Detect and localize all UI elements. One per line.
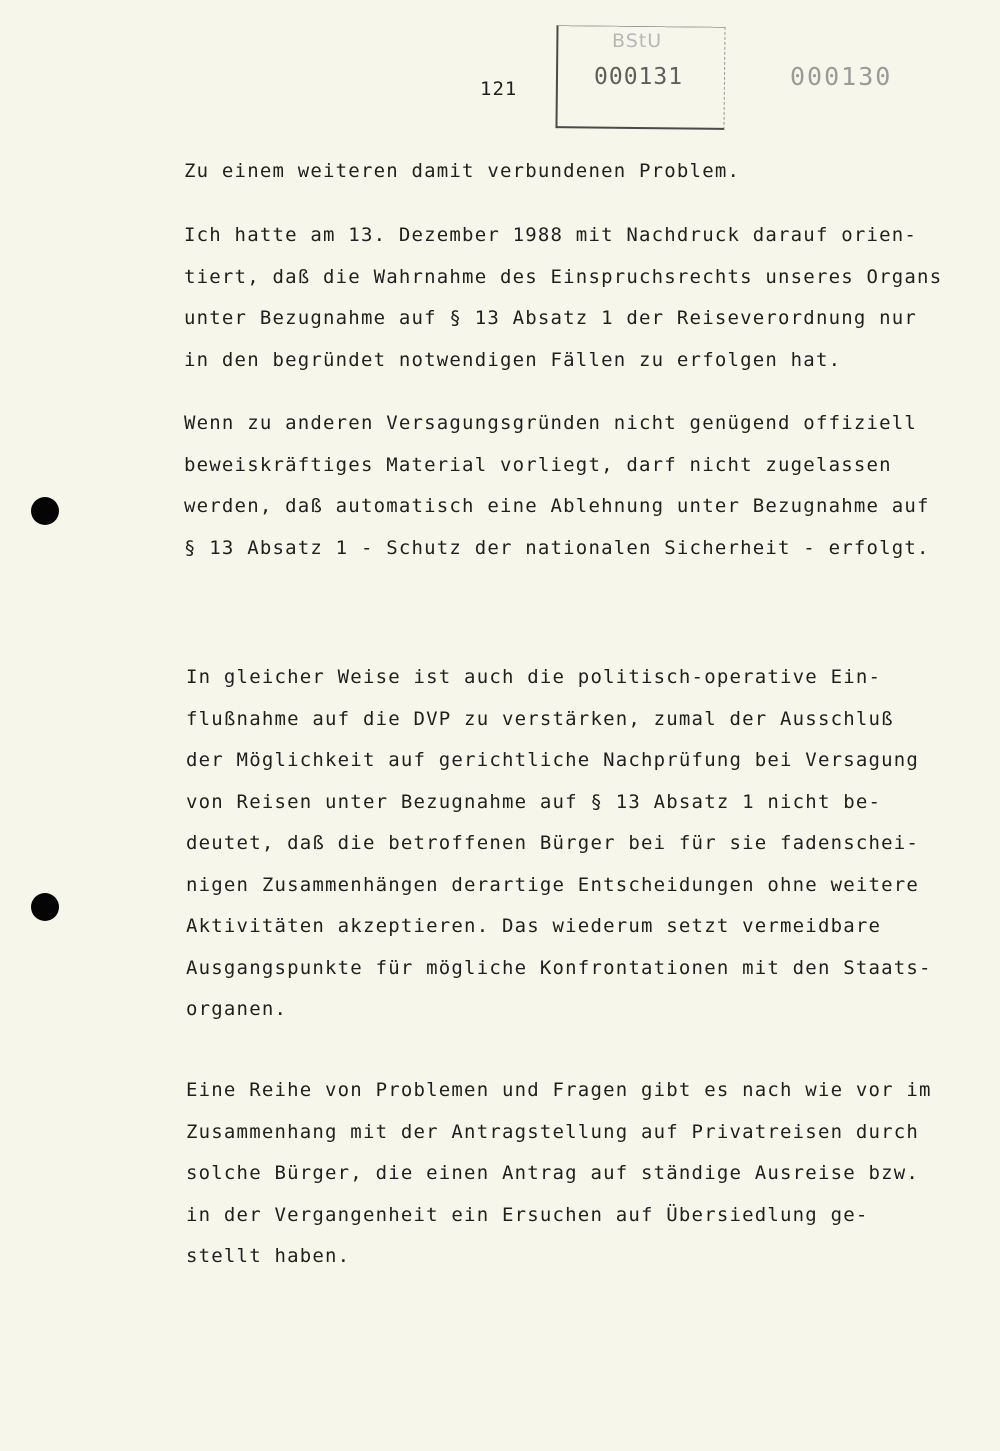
- text-line: von Reisen unter Bezugnahme auf § 13 Absatz 1 nicht be-: [186, 790, 882, 813]
- text-line: organen.: [186, 998, 288, 1020]
- stamp-number: 000131: [594, 64, 684, 90]
- text-line: unter Bezugnahme auf § 13 Absatz 1 der Reiseverordnung nur: [184, 307, 918, 329]
- text-line: deutet, daß die betroffenen Bürger bei für sie fadenschei-: [186, 832, 920, 854]
- paragraph-instruction: [184, 215, 942, 381]
- text-line: Zu einem weiteren damit verbundenen Problem.: [184, 160, 741, 182]
- text-line: stellt haben.: [186, 1245, 351, 1267]
- text-line: Wenn zu anderen Versagungsgründen nicht genügend offiziell: [184, 412, 918, 434]
- paragraph-dvp-influence: [186, 657, 932, 1031]
- paragraph-intro: [184, 151, 740, 193]
- punch-hole-top: [31, 497, 59, 525]
- punch-hole-bottom: [31, 893, 59, 921]
- text-line: der Möglichkeit auf gerichtliche Nachprüfung bei Versagung: [186, 749, 920, 771]
- text-line: Zusammenhang mit der Antragstellung auf Privatreisen durch: [186, 1120, 920, 1143]
- text-line: solche Bürger, die einen Antrag auf ständige Ausreise bzw.: [186, 1162, 920, 1184]
- stamp-label: BStU: [612, 30, 663, 52]
- text-line: beweiskräftiges Material vorliegt, darf nicht zugelassen: [184, 453, 892, 476]
- text-line: Eine Reihe von Problemen und Fragen gibt es nach wie vor im: [186, 1079, 932, 1101]
- text-line: Ausgangspunkte für mögliche Konfrontationen mit den Staats-: [186, 956, 932, 979]
- text-line: § 13 Absatz 1 - Schutz der nationalen Sicherheit - erfolgt.: [184, 536, 930, 559]
- archive-page-number: 000130: [790, 62, 893, 91]
- text-line: In gleicher Weise ist auch die politisch-operative Ein-: [186, 666, 882, 688]
- text-line: nigen Zusammenhängen derartige Entscheidungen ohne weitere: [186, 873, 920, 896]
- text-line: Ich hatte am 13. Dezember 1988 mit Nachdruck darauf orien-: [184, 224, 918, 246]
- text-line: Aktivitäten akzeptieren. Das wiederum setzt vermeidbare: [186, 915, 882, 937]
- paragraph-refusal-grounds: [184, 403, 930, 569]
- page-number: 121: [480, 78, 518, 100]
- text-line: tiert, daß die Wahrnahme des Einspruchsrechts unseres Organs: [184, 265, 943, 288]
- text-line: werden, daß automatisch eine Ablehnung unter Bezugnahme auf: [184, 495, 930, 517]
- paragraph-private-travel: [186, 1070, 932, 1278]
- text-line: in den begründet notwendigen Fällen zu erfolgen hat.: [184, 348, 842, 371]
- text-line: flußnahme auf die DVP zu verstärken, zumal der Ausschluß: [186, 707, 894, 730]
- text-line: in der Vergangenheit ein Ersuchen auf Übersiedlung ge-: [186, 1203, 869, 1226]
